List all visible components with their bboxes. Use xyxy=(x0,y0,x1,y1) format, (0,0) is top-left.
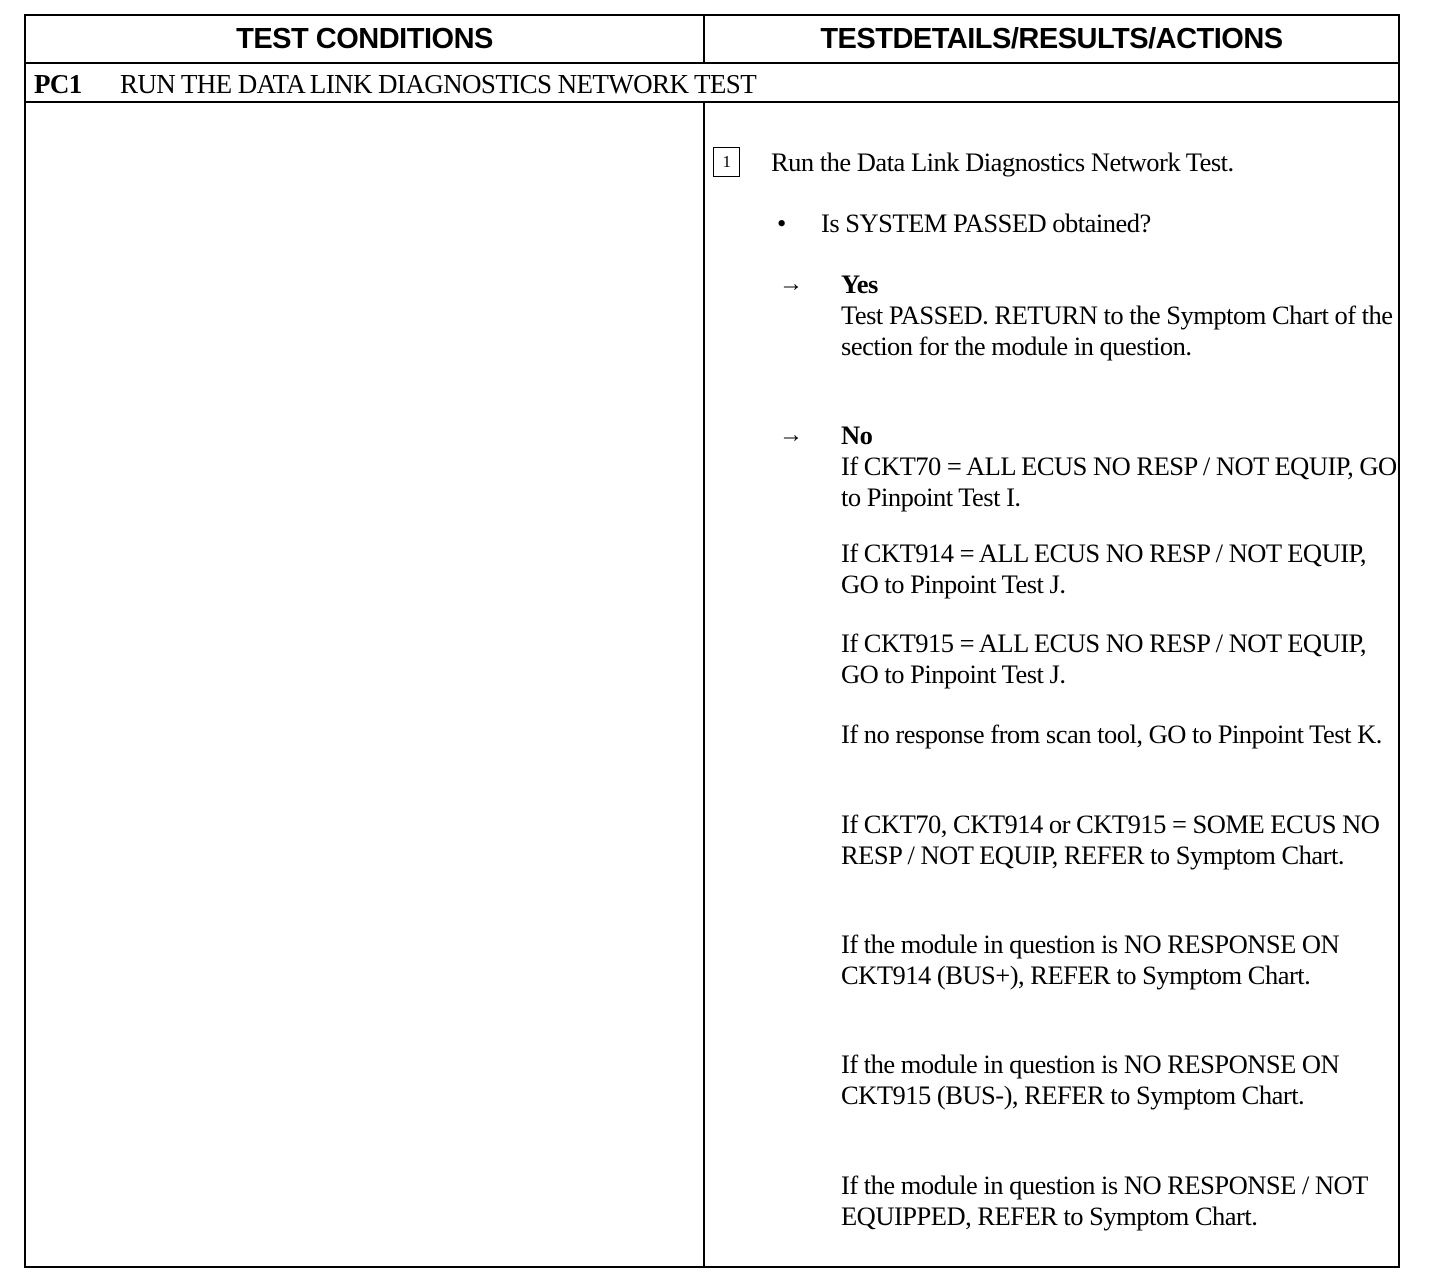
no-paragraph: If the module in question is NO RESPONSE / NOT EQUIPPED, REFER to Symptom Chart. xyxy=(841,1170,1368,1231)
no-paragraph: If CKT70 = ALL ECUS NO RESP / NOT EQUIP, GO to Pinpoint Test I. xyxy=(841,451,1397,512)
question-row xyxy=(777,208,1151,239)
section-code: PC1 xyxy=(34,68,82,99)
no-paragraph: If CKT914 = ALL ECUS NO RESP / NOT EQUIP, GO to Pinpoint Test J. xyxy=(841,538,1366,599)
yes-response xyxy=(841,269,1401,362)
bullet-icon: • xyxy=(777,208,786,238)
section-title: RUN THE DATA LINK DIAGNOSTICS NETWORK TEST xyxy=(120,68,757,99)
test-conditions-header: TEST CONDITIONS xyxy=(236,22,493,55)
no-paragraph: If no response from scan tool, GO to Pinpoint Test K. xyxy=(841,719,1382,749)
question-text: Is SYSTEM PASSED obtained? xyxy=(821,208,1151,238)
step-number-box: 1 xyxy=(713,147,740,177)
yes-label: Yes xyxy=(841,269,878,299)
no-paragraph: If CKT915 = ALL ECUS NO RESP / NOT EQUIP, GO to Pinpoint Test J. xyxy=(841,628,1366,689)
arrow-right-icon: → xyxy=(779,271,803,297)
header-divider xyxy=(26,62,1398,64)
section-row xyxy=(34,66,756,102)
test-details-cell xyxy=(705,103,1398,1266)
no-paragraph: If the module in question is NO RESPONSE ON CKT914 (BUS+), REFER to Symptom Chart. xyxy=(841,929,1340,990)
no-paragraph: If the module in question is NO RESPONSE ON CKT915 (BUS-), REFER to Symptom Chart. xyxy=(841,1049,1340,1110)
no-label: No xyxy=(841,420,873,450)
pinpoint-test-table xyxy=(24,14,1400,1268)
yes-text: Test PASSED. RETURN to the Symptom Chart of the section for the module in question. xyxy=(841,300,1393,361)
no-paragraph: If CKT70, CKT914 or CKT915 = SOME ECUS NO RESP / NOT EQUIP, REFER to Symptom Chart. xyxy=(841,809,1380,870)
no-response xyxy=(841,420,1401,513)
test-details-header: TESTDETAILS/RESULTS/ACTIONS xyxy=(820,22,1283,55)
arrow-right-icon: → xyxy=(779,422,803,448)
step-text: Run the Data Link Diagnostics Network Test. xyxy=(771,147,1234,177)
